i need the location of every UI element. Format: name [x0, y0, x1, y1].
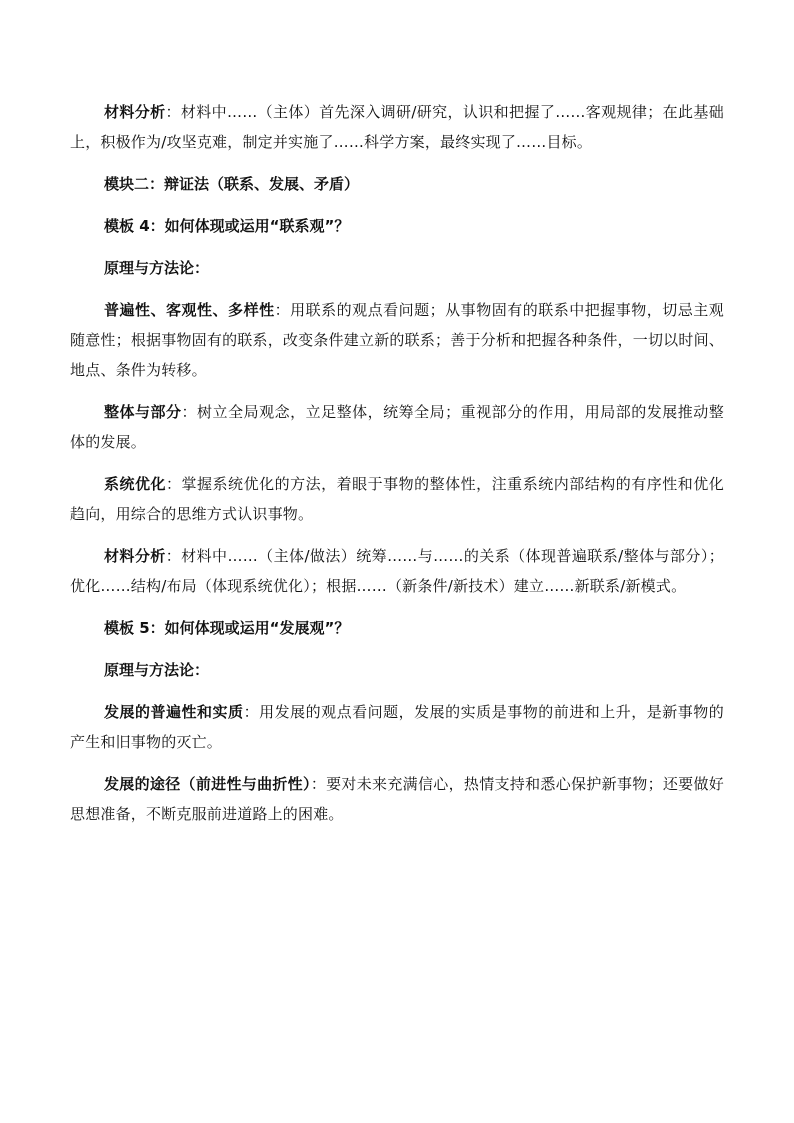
module-heading: 模块二：辩证法（联系、发展、矛盾）: [104, 175, 360, 193]
paragraph-material-analysis-2: [70, 541, 724, 601]
paragraph-body: ：树立全局观念，立足整体，统筹全局；重视部分的作用，用局部的发展推动整体的发展。: [70, 403, 724, 451]
paragraph-material-analysis-1: [70, 97, 724, 157]
paragraph-body: ：用联系的观点看问题；从事物固有的联系中把握事物，切忌主观随意性；根据事物固有的联系，改变条件建立新的联系；善于分析和把握各种条件，一切以时间、地点、条件为转移。: [70, 301, 725, 379]
paragraph-lead: 材料分析: [104, 547, 166, 565]
paragraph-body: ：材料中……（主体）首先深入调研/研究，认识和把握了……客观规律；在此基础上，积极作为/攻坚克难，制定并实施了……科学方案，最终实现了……目标。: [70, 103, 724, 151]
paragraph-whole-and-part: [70, 397, 724, 457]
template-4-heading: 模板 4：如何体现或运用“联系观”？: [104, 217, 350, 235]
paragraph-system-optimization: [70, 469, 724, 529]
paragraph-lead: 系统优化: [104, 475, 167, 493]
paragraph-lead: 发展的途径（前进性与曲折性）: [104, 775, 311, 793]
paragraph-lead: 整体与部分: [104, 403, 182, 421]
principle-heading-2: 原理与方法论：: [104, 661, 210, 679]
paragraph-lead: 普遍性、客观性、多样性: [104, 301, 275, 319]
paragraph-body: ：掌握系统优化的方法，着眼于事物的整体性，注重系统内部结构的有序性和优化趋向，用综合的思维方式认识事物。: [70, 475, 724, 523]
paragraph-body: ：要对未来充满信心，热情支持和悉心保护新事物；还要做好思想准备，不断克服前进道路上的困难。: [70, 775, 724, 823]
paragraph-body: ：用发展的观点看问题，发展的实质是事物的前进和上升，是新事物的产生和旧事物的灭亡。: [70, 703, 724, 751]
paragraph-body: ：材料中……（主体/做法）统筹……与……的关系（体现普遍联系/整体与部分）；优化……结构/布局（体现系统优化）；根据……（新条件/新技术）建立……新联系/新模式。: [70, 547, 724, 595]
paragraph-development-path: [70, 769, 724, 829]
paragraph-development-essence: [70, 697, 724, 757]
template-5-heading: 模板 5：如何体现或运用“发展观”？: [104, 619, 350, 637]
paragraph-lead: 材料分析: [104, 103, 166, 121]
paragraph-lead: 发展的普遍性和实质: [104, 703, 244, 721]
paragraph-universality: [70, 295, 724, 385]
principle-heading-1: 原理与方法论：: [104, 259, 210, 277]
